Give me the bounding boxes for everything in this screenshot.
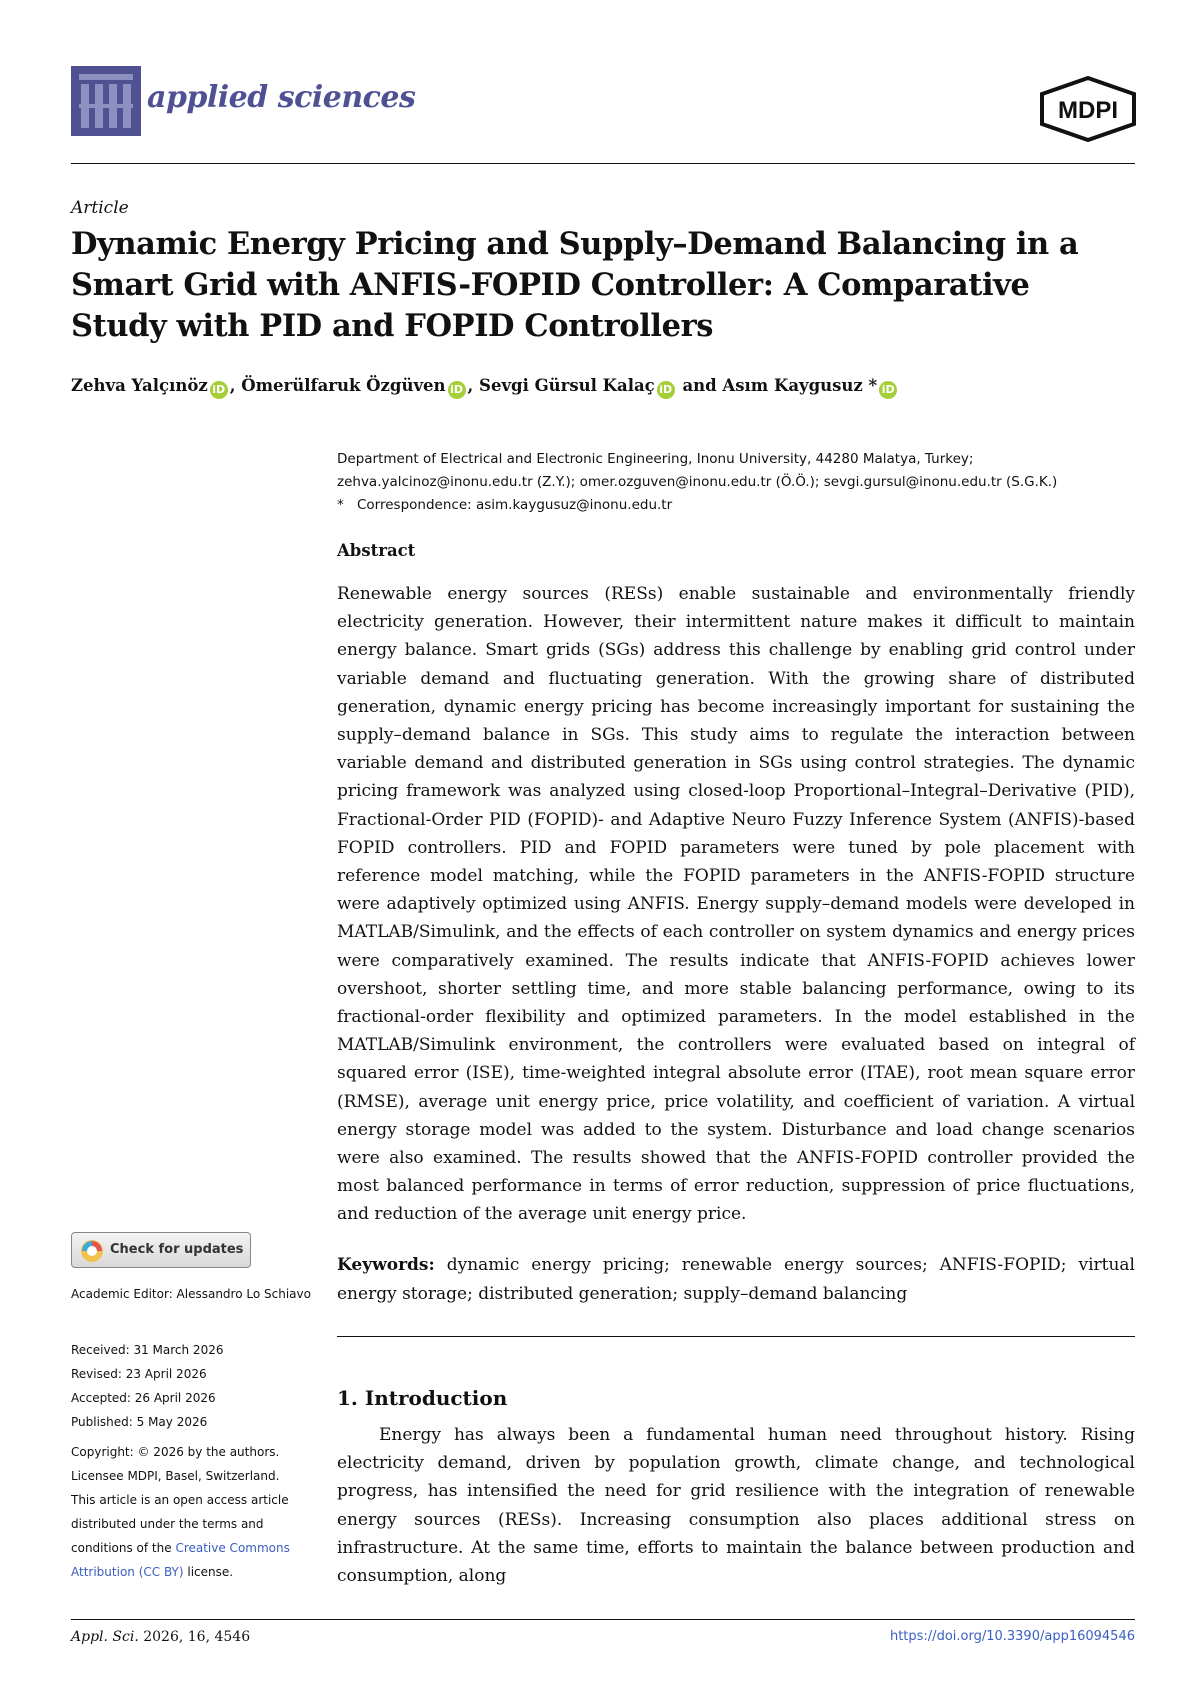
check-updates-icon (80, 1239, 104, 1263)
date-published: Published: 5 May 2026 (71, 1415, 208, 1429)
journal-name[interactable]: applied sciences (147, 80, 416, 115)
footer-divider (71, 1619, 1135, 1620)
abstract-text: Renewable energy sources (RESs) enable sustainable and environmentally friendly electricity generation. However, their intermittent nature makes it difficult to maintain energy balance. Smart grids (SGs) address this challenge by enabling grid control under variable demand and fluctuating generation. With the growing share of distributed generation, dynamic energy pricing has become increasingly important for sustaining the supply–demand balance in SGs. This study aims to regulate the interaction between variable demand and distributed generation in SGs using control strategies. The dynamic pricing framework was analyzed using closed-loop Proportional–Integral–Derivative (PID), Fractional-Order PID (FOPID)- and Adaptive Neuro Fuzzy Inference System (ANFIS)-based FOPID controllers. PID and FOPID parameters were tuned by pole placement with reference model matching, while the FOPID parameters in the ANFIS-FOPID structure were adaptively optimized using ANFIS. Energy supply–demand models were developed in MATLAB/Simulink, and the effects of each controller on system dynamics and energy prices were comparatively examined. The results indicate that ANFIS-FOPID achieves lower overshoot, shorter settling time, and more stable balancing performance, owing to its fractional-order flexibility and optimized parameters. In the model established in the MATLAB/Simulink environment, the controllers were evaluated based on integral of squared error (ISE), time-weighted integral absolute error (ITAE), root mean square error (RMSE), average unit energy price, price volatility, and coefficient of variation. A virtual energy storage model was added to the system. Disturbance and load change scenarios were also examined. The results showed that the ANFIS-FOPID controller provided the most balanced performance in terms of error reduction, suppression of price fluctuations, and reduction of the average unit energy price. (337, 584, 1135, 1225)
correspondence (337, 494, 1057, 517)
article-type: Article (71, 198, 129, 218)
copyright-notice (71, 1440, 321, 1584)
publisher-logo-icon[interactable] (1038, 76, 1138, 142)
keywords-text: dynamic energy pricing; renewable energy sources; ANFIS-FOPID; virtual energy storage; distributed generation; supply–demand balancing (337, 1255, 1135, 1304)
correspondence-mark: * (337, 497, 344, 513)
publisher-name: MDPI (1058, 97, 1118, 124)
journal-abbrev: Appl. Sci. (71, 1629, 139, 1645)
copyright-line: Licensee MDPI, Basel, Switzerland. (71, 1469, 280, 1483)
affiliation-block (337, 448, 1057, 517)
footer-citation (71, 1629, 250, 1645)
copyright-line: distributed under the terms and (71, 1517, 264, 1531)
check-for-updates-button[interactable] (71, 1232, 251, 1268)
keywords (337, 1251, 1135, 1308)
doi-link[interactable]: https://doi.org/10.3390/app16094546 (889, 1629, 1135, 1644)
copyright-line: license. (183, 1565, 234, 1579)
copyright-line: This article is an open access article (71, 1493, 289, 1507)
author-list (71, 376, 899, 399)
date-accepted: Accepted: 26 April 2026 (71, 1391, 216, 1405)
copyright-line: Copyright: © 2026 by the authors. (71, 1445, 280, 1459)
author-separator: and (676, 376, 723, 395)
correspondence-email[interactable]: Correspondence: asim.kaygusuz@inonu.edu.tr (357, 497, 673, 513)
check-updates-label: Check for updates (110, 1242, 244, 1257)
section-heading-introduction: 1. Introduction (337, 1386, 508, 1410)
journal-logo-icon (71, 66, 141, 136)
author-name[interactable]: Sevgi Gürsul Kalaç (479, 376, 655, 395)
author-separator: , (229, 376, 242, 395)
date-revised: Revised: 23 April 2026 (71, 1367, 207, 1381)
keywords-label: Keywords: (337, 1255, 435, 1275)
orcid-icon[interactable]: iD (210, 381, 228, 399)
orcid-icon[interactable]: iD (448, 381, 466, 399)
license-link[interactable]: Attribution (CC BY) (71, 1565, 184, 1579)
author-name[interactable]: Asım Kaygusuz * (722, 376, 878, 395)
date-received: Received: 31 March 2026 (71, 1343, 224, 1357)
license-link[interactable]: Creative Commons (175, 1541, 290, 1555)
paper-title: Dynamic Energy Pricing and Supply–Demand Balancing in a Smart Grid with ANFIS-FOPID Controller: A Comparative Study with PID and FOPID Controllers (71, 226, 1079, 344)
author-name[interactable]: Ömerülfaruk Özgüven (241, 376, 446, 395)
orcid-icon[interactable]: iD (879, 381, 897, 399)
header-divider (71, 163, 1135, 164)
introduction-text: Energy has always been a fundamental human need throughout history. Rising electricity demand, driven by population growth, climate change, and technological progress, has intensified the need for grid resilience with the integration of renewable energy sources (RESs). Increasing consumption also places additional stress on infrastructure. At the same time, efforts to maintain the balance between production and consumption, along (337, 1425, 1135, 1587)
author-emails[interactable]: zehva.yalcinoz@inonu.edu.tr (Z.Y.); omer.ozguven@inonu.edu.tr (Ö.Ö.); sevgi.gursul@inonu.edu.tr (S.G.K.) (337, 474, 1058, 490)
author-separator: , (467, 376, 480, 395)
affiliation: Department of Electrical and Electronic Engineering, Inonu University, 44280 Malatya, Turkey; (337, 451, 974, 467)
abstract-heading: Abstract (337, 541, 416, 560)
orcid-icon[interactable]: iD (657, 381, 675, 399)
abstract-divider (337, 1336, 1135, 1337)
copyright-line: conditions of the (71, 1541, 176, 1555)
author-name[interactable]: Zehva Yalçınöz (71, 376, 208, 395)
citation-details: 2026, 16, 4546 (143, 1629, 251, 1645)
academic-editor: Academic Editor: Alessandro Lo Schiavo (71, 1287, 311, 1301)
